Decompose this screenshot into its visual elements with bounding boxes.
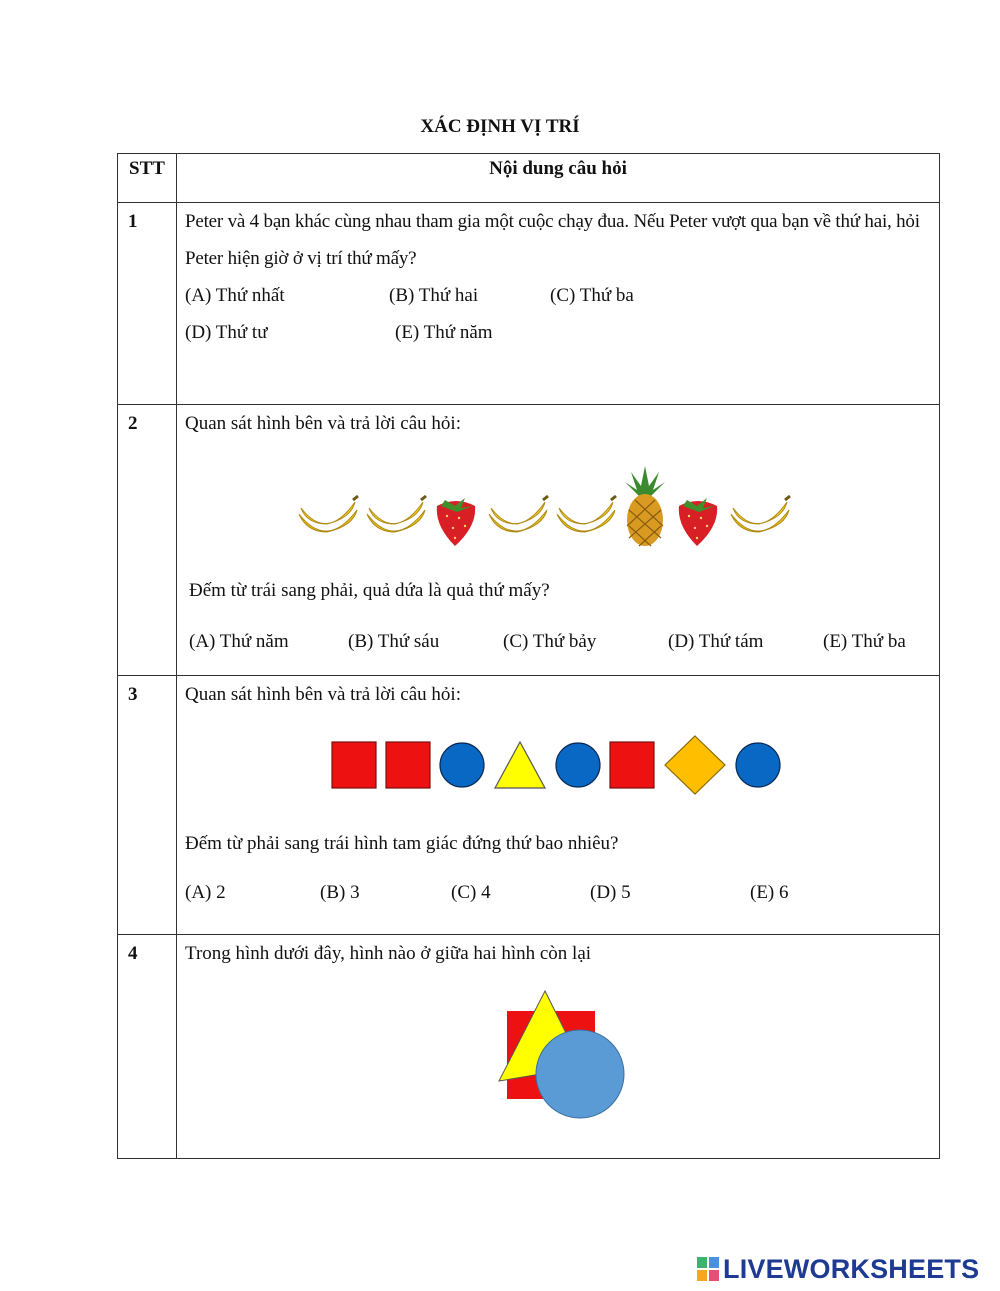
question-number: 2: [118, 405, 177, 676]
table-header-row: [118, 154, 940, 203]
table-row: [118, 203, 940, 405]
question-2-prompt: Quan sát hình bên và trả lời câu hỏi:: [185, 413, 461, 434]
orange-diamond-icon: [663, 734, 727, 796]
fruit-sequence: [185, 442, 933, 548]
red-square-icon: [609, 741, 655, 789]
q2-options-row: [185, 623, 933, 660]
q1-option-a[interactable]: (A) Thứ nhất: [185, 285, 285, 306]
q2-option-a[interactable]: (A) Thứ năm: [189, 631, 289, 652]
question-3-prompt: Quan sát hình bên và trả lời câu hỏi:: [185, 684, 461, 705]
q3-options-row: [185, 874, 933, 911]
question-number: 3: [118, 676, 177, 935]
banana-icon: [295, 492, 359, 548]
q3-option-e[interactable]: (E) 6: [750, 882, 789, 903]
question-2-content: [177, 405, 940, 676]
question-3-content: [177, 676, 940, 935]
q2-option-b[interactable]: (B) Thứ sáu: [348, 631, 440, 652]
question-4-prompt: Trong hình dưới đây, hình nào ở giữa hai hình còn lại: [185, 943, 592, 964]
q1-option-c[interactable]: (C) Thứ ba: [550, 285, 634, 306]
strawberry-icon: [431, 492, 481, 548]
table-row: [118, 935, 940, 1159]
q2-option-d[interactable]: (D) Thứ tám: [668, 631, 764, 652]
q1-option-b[interactable]: (B) Thứ hai: [389, 285, 479, 306]
banana-icon: [727, 492, 791, 548]
table-row: [118, 405, 940, 676]
blue-circle-icon: [735, 741, 781, 789]
banana-icon: [553, 492, 617, 548]
pineapple-icon: [621, 464, 669, 548]
q2-option-e[interactable]: (E) Thứ ba: [823, 631, 906, 652]
q2-option-c[interactable]: (C) Thứ bảy: [503, 631, 597, 652]
page-title: XÁC ĐỊNH VỊ TRÍ: [420, 116, 580, 137]
banana-icon: [485, 492, 549, 548]
question-1-text: Peter và 4 bạn khác cùng nhau tham gia một cuộc chạy đua. Nếu Peter vượt qua bạn về thứ hai, hỏi Peter hiện giờ ở vị trí thứ mấy?: [185, 211, 920, 269]
q1-option-d[interactable]: (D) Thứ tư: [185, 322, 268, 343]
liveworksheets-icon: [697, 1257, 719, 1281]
shape-sequence: [185, 723, 933, 807]
question-3-question: Đếm từ phải sang trái hình tam giác đứng thứ bao nhiêu?: [185, 833, 619, 854]
blue-circle-icon: [439, 741, 485, 789]
question-2-question: Đếm từ trái sang phải, quả dứa là quả thứ mấy?: [189, 580, 550, 601]
liveworksheets-logo: [697, 1254, 979, 1284]
blue-circle-icon: [555, 741, 601, 789]
question-number: 1: [118, 203, 177, 405]
question-1-content: [177, 203, 940, 405]
q1-options-row-2: [185, 314, 933, 351]
question-number: 4: [118, 935, 177, 1159]
banana-icon: [363, 492, 427, 548]
watermark-text: LIVEWORKSHEETS: [723, 1253, 980, 1284]
header-content: Nội dung câu hỏi: [177, 154, 940, 203]
q1-options-row-1: [185, 277, 933, 314]
blue-circle-icon: [536, 1030, 624, 1118]
table-row: [118, 676, 940, 935]
q3-option-d[interactable]: (D) 5: [590, 882, 631, 903]
yellow-triangle-icon: [493, 740, 547, 790]
question-4-content: [177, 935, 940, 1159]
overlapping-shapes-figure: [497, 989, 627, 1119]
strawberry-icon: [673, 492, 723, 548]
red-square-icon: [385, 741, 431, 789]
red-square-icon: [331, 741, 377, 789]
header-stt: STT: [118, 154, 177, 203]
q3-option-b[interactable]: (B) 3: [320, 882, 360, 903]
question-table: [117, 153, 940, 1159]
q3-option-a[interactable]: (A) 2: [185, 882, 226, 903]
q1-option-e[interactable]: (E) Thứ năm: [395, 322, 493, 343]
q3-option-c[interactable]: (C) 4: [451, 882, 491, 903]
